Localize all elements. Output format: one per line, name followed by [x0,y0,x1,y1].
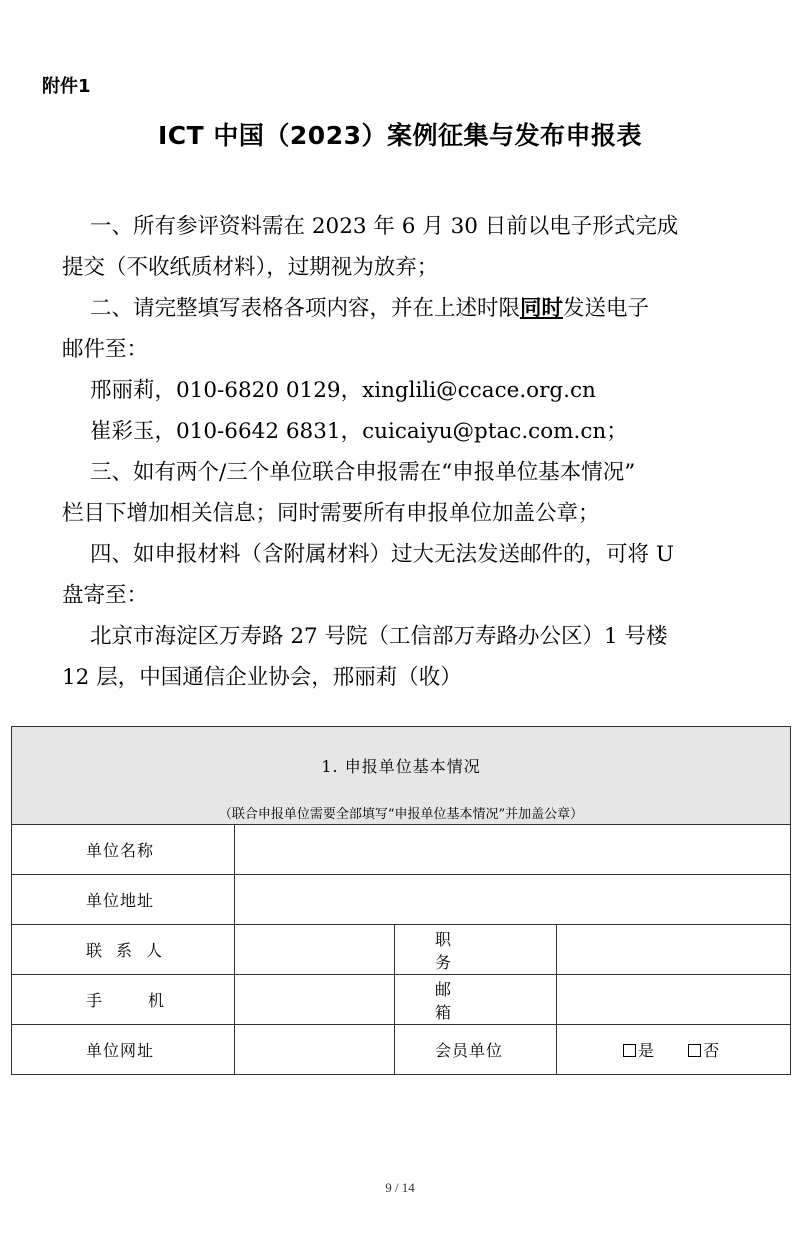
email-label: 邮箱 [395,975,557,1025]
note-line: 提交（不收纸质材料），过期视为放弃； [62,255,439,280]
section-title: 1. 申报单位基本情况 [321,756,481,776]
no-option[interactable] [688,1041,719,1060]
note-line: 盘寄至： [62,583,149,608]
no-label: 否 [703,1041,720,1060]
address-line: 12 层，中国通信企业协会，邢丽莉（收） [62,665,462,690]
section-note: （联合申报单位需要全部填写“申报单位基本情况”并加盖公章） [218,806,584,822]
note-line: 三、如有两个/三个单位联合申报需在“申报单位基本情况” [90,460,636,485]
member-unit-options [557,1025,791,1075]
unit-name-label: 单位名称 [12,825,235,875]
attachment-label: 附件1 [42,76,91,97]
website-field[interactable] [235,1025,395,1075]
checkbox-icon[interactable] [623,1044,636,1057]
mobile-label: 手机 [12,975,235,1025]
checkbox-icon[interactable] [688,1044,701,1057]
instructions [62,206,762,698]
note-line: 栏目下增加相关信息；同时需要所有申报单位加盖公章； [62,501,600,526]
yes-label: 是 [638,1041,655,1060]
yes-option[interactable] [623,1041,654,1060]
mobile-field[interactable] [235,975,395,1025]
note-line: 四、如申报材料（含附属材料）过大无法发送邮件的，可将 U [90,542,674,567]
contact-line: 崔彩玉，010-6642 6831，cuicaiyu@ptac.com.cn； [90,419,628,444]
contact-line: 邢丽莉，010-6820 0129，xinglili@ccace.org.cn [90,378,596,403]
note-line: 一、所有参评资料需在 2023 年 6 月 30 日前以电子形式完成 [90,214,679,239]
unit-name-field[interactable] [235,825,791,875]
unit-address-field[interactable] [235,875,791,925]
note-text: 发送电子 [563,296,650,321]
note-line [62,288,762,329]
emphasis-text: 同时 [520,296,564,321]
member-unit-label: 会员单位 [395,1025,557,1075]
application-form-table [11,726,791,1075]
address-line: 北京市海淀区万寿路 27 号院（工信部万寿路办公区）1 号楼 [90,624,668,649]
position-field[interactable] [557,925,791,975]
note-text: 二、请完整填写表格各项内容，并在上述时限 [90,296,521,321]
position-label: 职务 [395,925,557,975]
website-label: 单位网址 [12,1025,235,1075]
email-field[interactable] [557,975,791,1025]
page-number: 9 / 14 [385,1180,415,1195]
unit-address-label: 单位地址 [12,875,235,925]
note-line: 邮件至： [62,337,149,362]
page-title: ICT 中国（2023）案例征集与发布申报表 [158,121,642,150]
contact-field[interactable] [235,925,395,975]
form-section-header [12,727,791,825]
contact-label: 联系人 [12,925,235,975]
